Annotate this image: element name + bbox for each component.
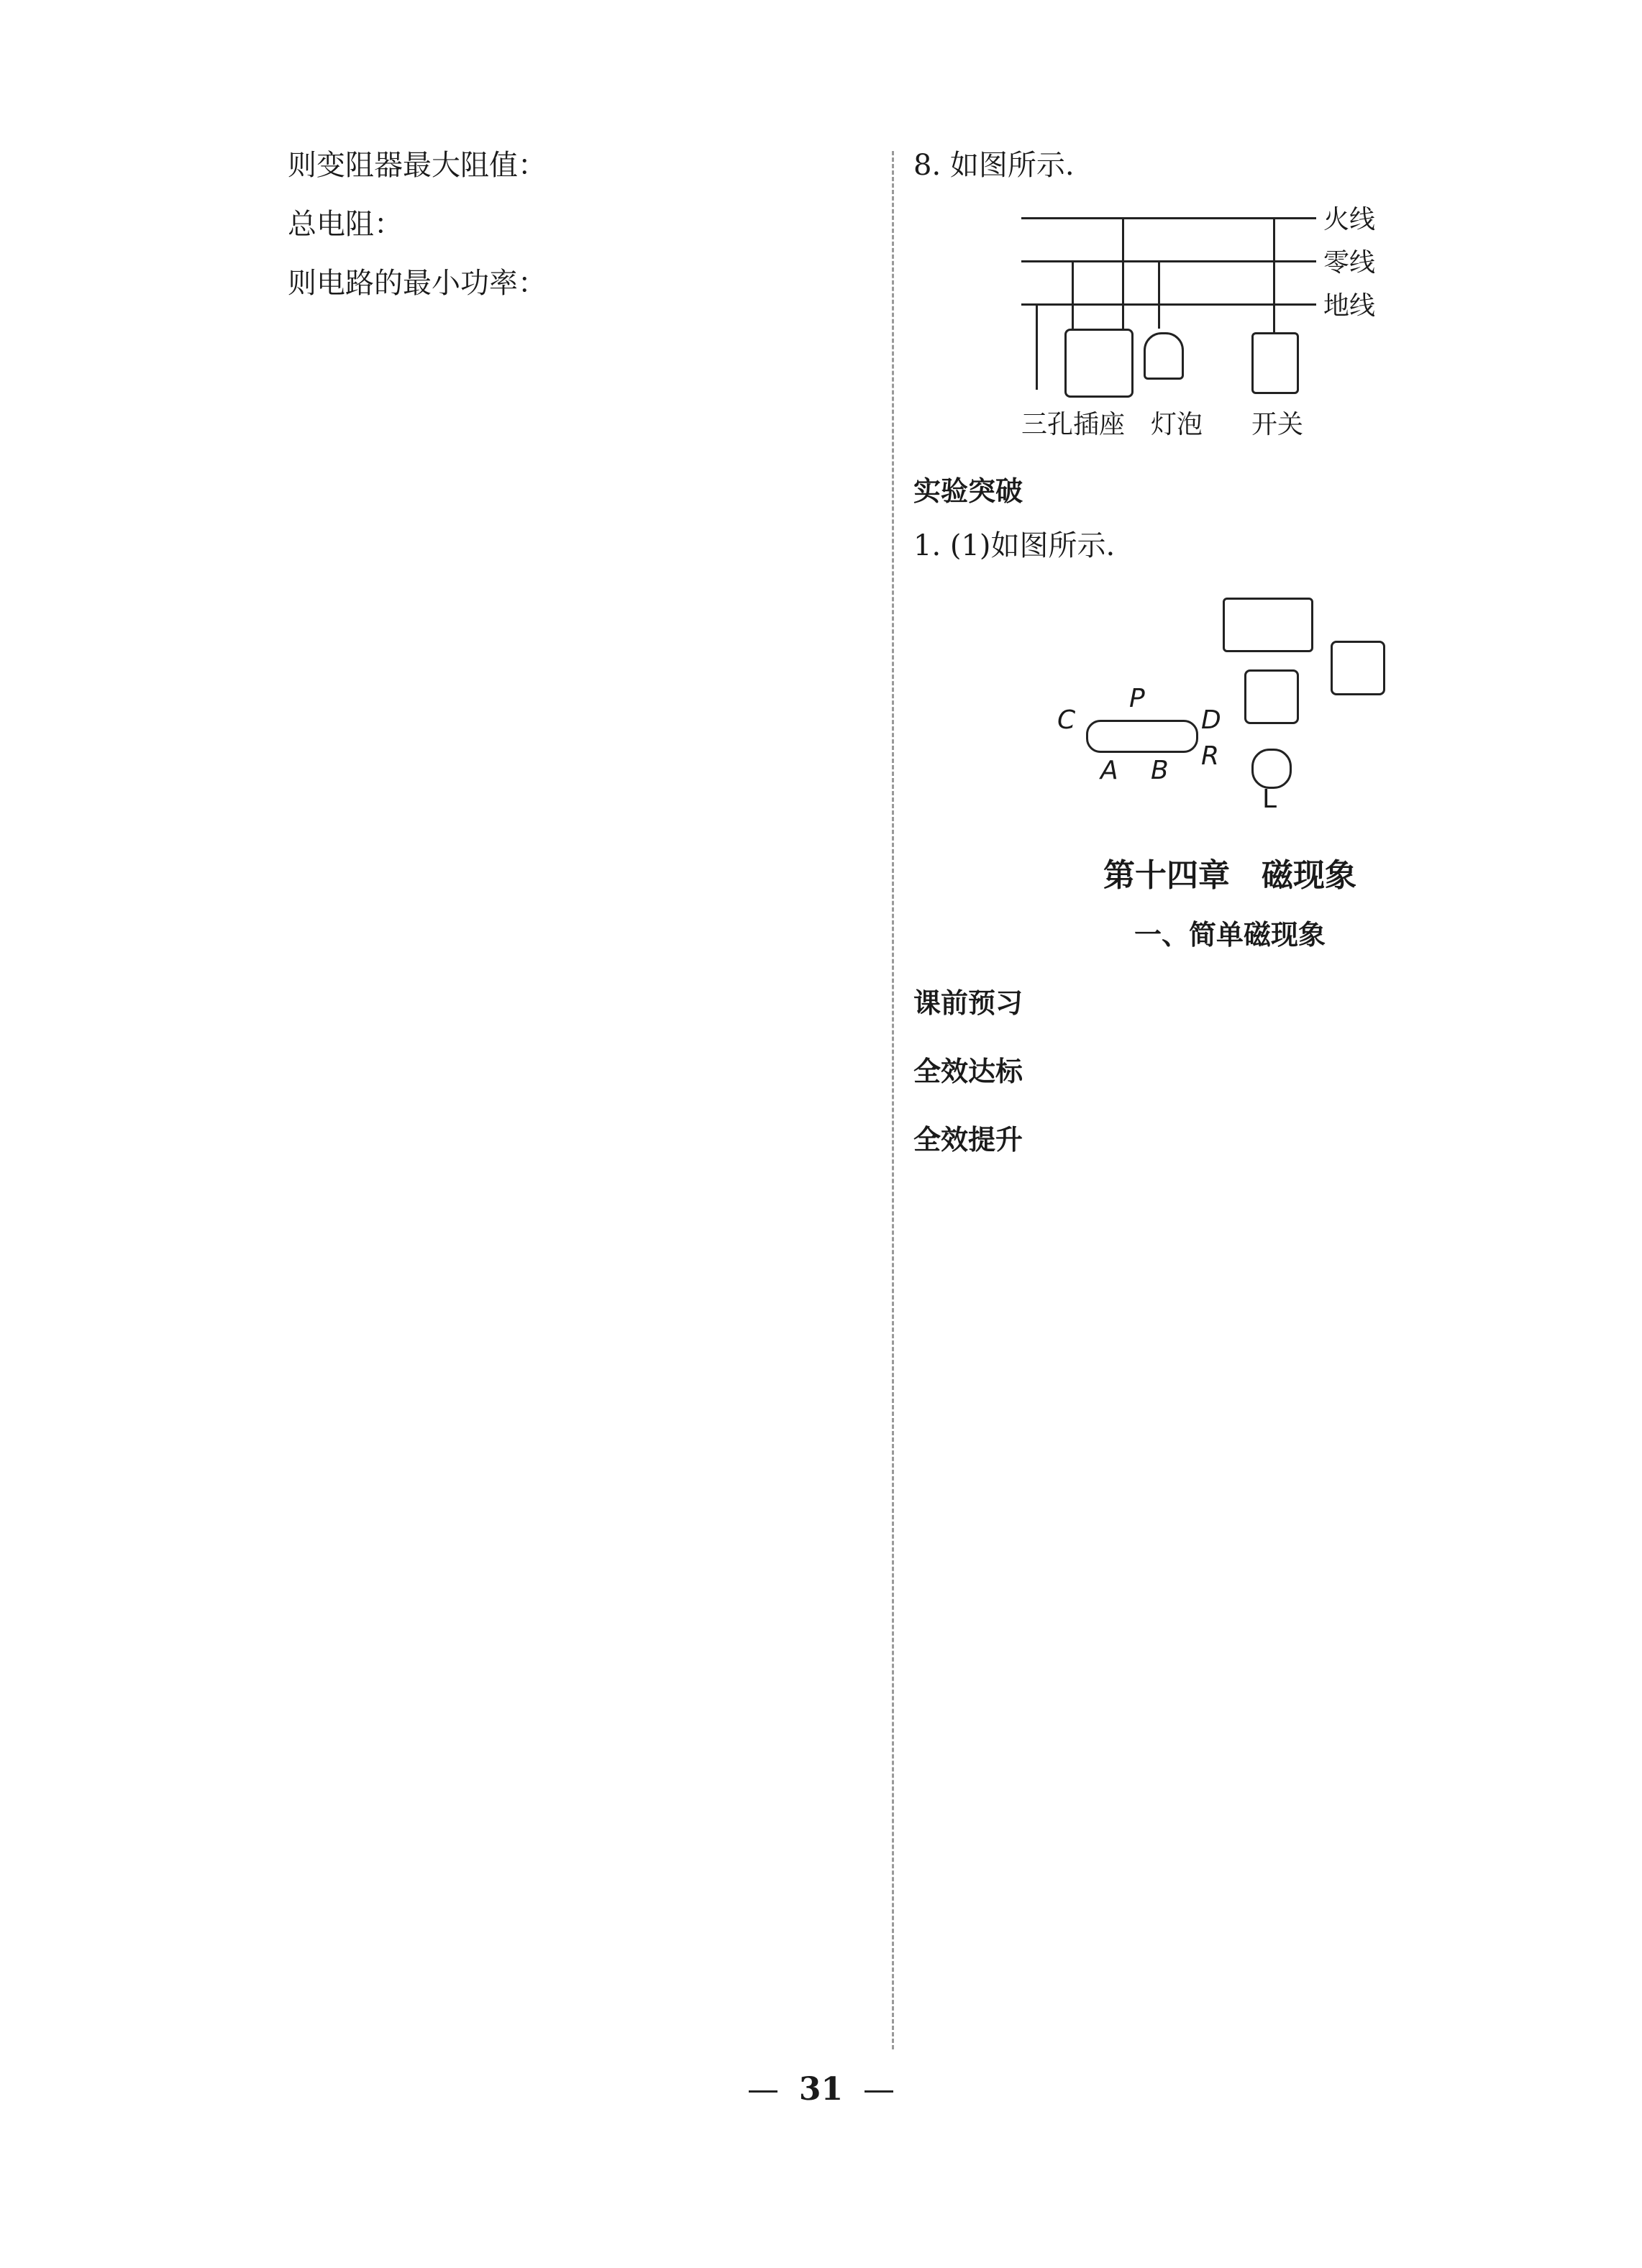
page-number: 31	[0, 2071, 1642, 2108]
lamp-icon	[1251, 749, 1292, 789]
bulb-icon	[1144, 332, 1184, 380]
socket-label: 三孔插座	[1021, 410, 1126, 439]
text-line: 总电阻：	[288, 208, 403, 241]
household-circuit-diagram	[1021, 203, 1546, 440]
ground-wire-label: 地线	[1323, 291, 1376, 321]
fire-wire	[1021, 217, 1316, 219]
right-column	[913, 144, 1546, 1173]
rheostat-icon	[1086, 720, 1198, 753]
socket-icon	[1064, 329, 1134, 398]
improve-heading: 全效提升	[913, 1124, 1023, 1156]
figure-1-caption: 8. 如图所示.	[913, 149, 1075, 182]
text-line: 则电路的最小功率：	[288, 267, 547, 300]
preview-heading: 课前预习	[913, 987, 1023, 1019]
ammeter-icon	[1244, 669, 1299, 724]
experiment-circuit-diagram: C P D A B R L	[1057, 583, 1546, 820]
fire-wire-label: 火线	[1323, 205, 1376, 234]
text-line: 则变阻器最大阻值：	[288, 149, 547, 182]
ground-wire	[1021, 303, 1316, 306]
lab-heading: 实验突破	[913, 475, 1023, 507]
switch-label: 开关	[1251, 410, 1304, 439]
voltmeter-icon	[1331, 641, 1385, 695]
battery-icon	[1223, 598, 1313, 652]
page-number-dash	[865, 2090, 893, 2093]
text-line: 1. (1)如图所示.	[913, 529, 1116, 562]
target-heading: 全效达标	[913, 1056, 1023, 1087]
section-title: 一、简单磁现象	[1134, 918, 1326, 951]
neutral-wire	[1021, 260, 1316, 262]
column-divider	[892, 151, 894, 2049]
neutral-wire-label: 零线	[1323, 248, 1376, 278]
switch-icon	[1251, 332, 1299, 394]
bulb-label: 灯泡	[1151, 410, 1203, 439]
page-number-dash	[749, 2090, 777, 2093]
chapter-title: 第十四章 磁现象	[1103, 857, 1356, 894]
left-column	[237, 144, 870, 321]
